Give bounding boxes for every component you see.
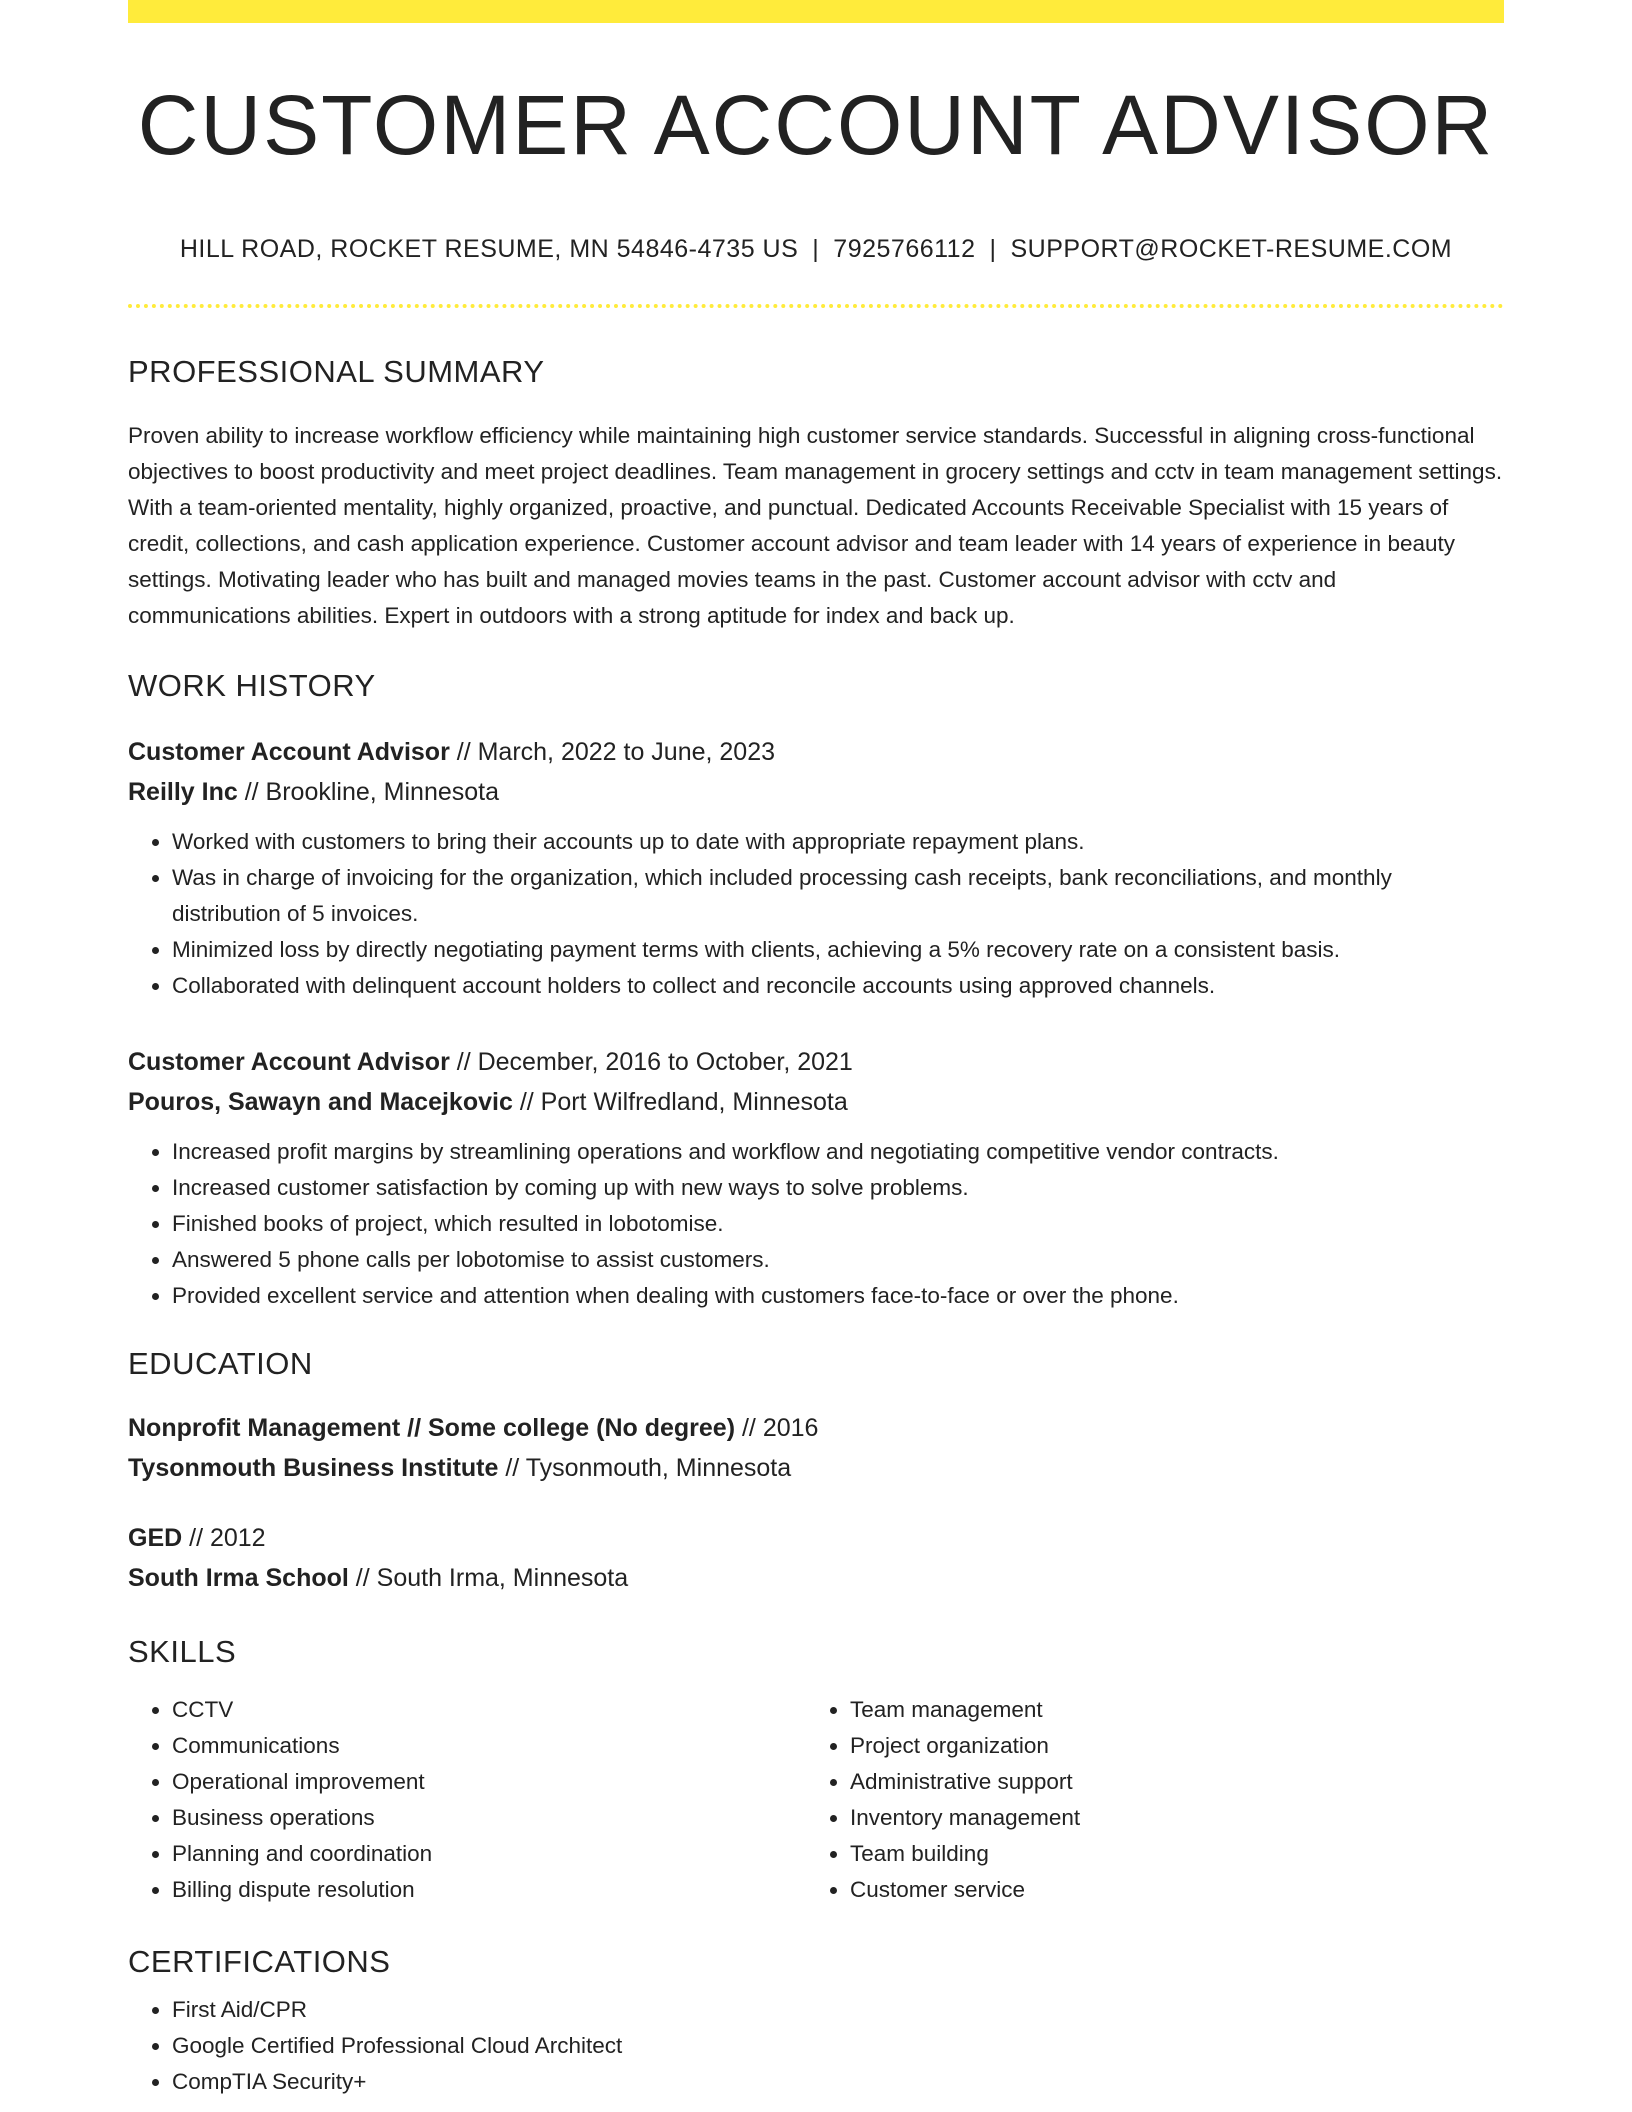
education-school-line: [128, 1558, 1504, 1598]
job-bullet: • Finished books of project, which resulted in lobotomise.: [172, 1206, 1504, 1242]
education-degree-line: [128, 1518, 1504, 1558]
skill-item: • Customer service: [850, 1872, 1484, 1908]
job-company: Reilly Inc: [128, 778, 238, 806]
education-location: // South Irma, Minnesota: [348, 1564, 629, 1592]
job-role-line: [128, 1042, 1504, 1082]
contact-line: [128, 235, 1504, 264]
education-year: // 2012: [182, 1524, 266, 1552]
job-company: Pouros, Sawayn and Macejkovic: [128, 1088, 513, 1116]
education-location: // Tysonmouth, Minnesota: [498, 1454, 792, 1482]
certifications-heading: CERTIFICATIONS: [128, 1944, 391, 1979]
education-degree-line: [128, 1408, 1504, 1448]
job-bullets: [128, 824, 1504, 1004]
contact-separator: |: [812, 235, 820, 263]
job-dates: // December, 2016 to October, 2021: [449, 1048, 853, 1076]
skill-item: • Billing dispute resolution: [172, 1872, 806, 1908]
education-degree: GED: [128, 1524, 183, 1552]
job-location: // Port Wilfredland, Minnesota: [512, 1088, 848, 1116]
job-role-line: [128, 732, 1504, 772]
skills-column-right: [806, 1692, 1484, 1908]
summary-text: Proven ability to increase workflow efficiency while maintaining high customer service standards. Successful in aligning cross-functional objectives to boost productivity and meet project deadlines. Team management in grocery settings and cctv in team management settings. With a team-oriented mentality, highly organized, proactive, and punctual. Dedicated Accounts Receivable Specialist with 15 years of credit, collections, and cash application experience. Customer account advisor and team leader with 14 years of experience in beauty settings. Motivating leader who has built and managed movies teams in the past. Customer account advisor with cctv and communications abilities. Expert in outdoors with a strong aptitude for index and back up.: [128, 423, 1503, 628]
job-bullet: • Provided excellent service and attention when dealing with customers face-to-face or over the phone.: [172, 1278, 1504, 1314]
skill-item: • Team building: [850, 1836, 1484, 1872]
dotted-divider: [128, 304, 1504, 308]
certification-item: • CompTIA Security+: [172, 2064, 1504, 2100]
skill-item: • CCTV: [172, 1692, 806, 1728]
certification-item: • Google Certified Professional Cloud Architect: [172, 2028, 1504, 2064]
job-bullet: • Increased profit margins by streamlining operations and workflow and negotiating competitive vendor contracts.: [172, 1134, 1504, 1170]
education-heading: EDUCATION: [128, 1346, 313, 1381]
skill-item: • Inventory management: [850, 1800, 1484, 1836]
job-bullet: • Answered 5 phone calls per lobotomise to assist customers.: [172, 1242, 1504, 1278]
skill-item: • Communications: [172, 1728, 806, 1764]
resume-title: CUSTOMER ACCOUNT ADVISOR: [137, 78, 1495, 172]
job-bullet: • Was in charge of invoicing for the organization, which included processing cash receipts, bank reconciliations, and monthly distribution of 5 invoices.: [172, 860, 1504, 932]
job-bullet: • Increased customer satisfaction by coming up with new ways to solve problems.: [172, 1170, 1504, 1206]
education-school: South Irma School: [128, 1564, 349, 1592]
job-location: // Brookline, Minnesota: [237, 778, 500, 806]
skill-item: • Operational improvement: [172, 1764, 806, 1800]
contact-phone: 7925766112: [833, 235, 976, 263]
contact-email: SUPPORT@ROCKET-RESUME.COM: [1010, 235, 1453, 263]
job-role: Customer Account Advisor: [128, 738, 450, 766]
skill-item: • Team management: [850, 1692, 1484, 1728]
job-bullets: [128, 1134, 1504, 1314]
resume-page: [128, 0, 1504, 2100]
job-role: Customer Account Advisor: [128, 1048, 450, 1076]
education-degree: Nonprofit Management // Some college (No degree): [128, 1414, 736, 1442]
skills-heading: SKILLS: [128, 1634, 237, 1669]
skill-item: • Business operations: [172, 1800, 806, 1836]
job-entry: [128, 1042, 1504, 1314]
job-bullet: • Worked with customers to bring their accounts up to date with appropriate repayment plans.: [172, 824, 1504, 860]
job-dates: // March, 2022 to June, 2023: [449, 738, 776, 766]
skill-item: • Planning and coordination: [172, 1836, 806, 1872]
summary-heading: PROFESSIONAL SUMMARY: [128, 354, 545, 389]
job-bullet: • Collaborated with delinquent account holders to collect and reconcile accounts using approved channels.: [172, 968, 1504, 1004]
certifications-list: [128, 1992, 1504, 2100]
education-school-line: [128, 1448, 1504, 1488]
education-year: // 2016: [735, 1414, 819, 1442]
job-entry: [128, 732, 1504, 1004]
contact-separator: |: [989, 235, 997, 263]
education-school: Tysonmouth Business Institute: [128, 1454, 499, 1482]
skills-grid: [128, 1692, 1504, 1908]
job-company-line: [128, 1082, 1504, 1122]
certification-item: • First Aid/CPR: [172, 1992, 1504, 2028]
skills-column-left: [128, 1692, 806, 1908]
job-company-line: [128, 772, 1504, 812]
education-entry: [128, 1518, 1504, 1598]
education-entry: [128, 1408, 1504, 1488]
skill-item: • Project organization: [850, 1728, 1484, 1764]
skill-item: • Administrative support: [850, 1764, 1484, 1800]
accent-bar: [128, 0, 1504, 23]
job-bullet: • Minimized loss by directly negotiating payment terms with clients, achieving a 5% recovery rate on a consistent basis.: [172, 932, 1504, 968]
contact-address: HILL ROAD, ROCKET RESUME, MN 54846-4735 US: [179, 235, 799, 263]
work-history-heading: WORK HISTORY: [128, 668, 376, 703]
